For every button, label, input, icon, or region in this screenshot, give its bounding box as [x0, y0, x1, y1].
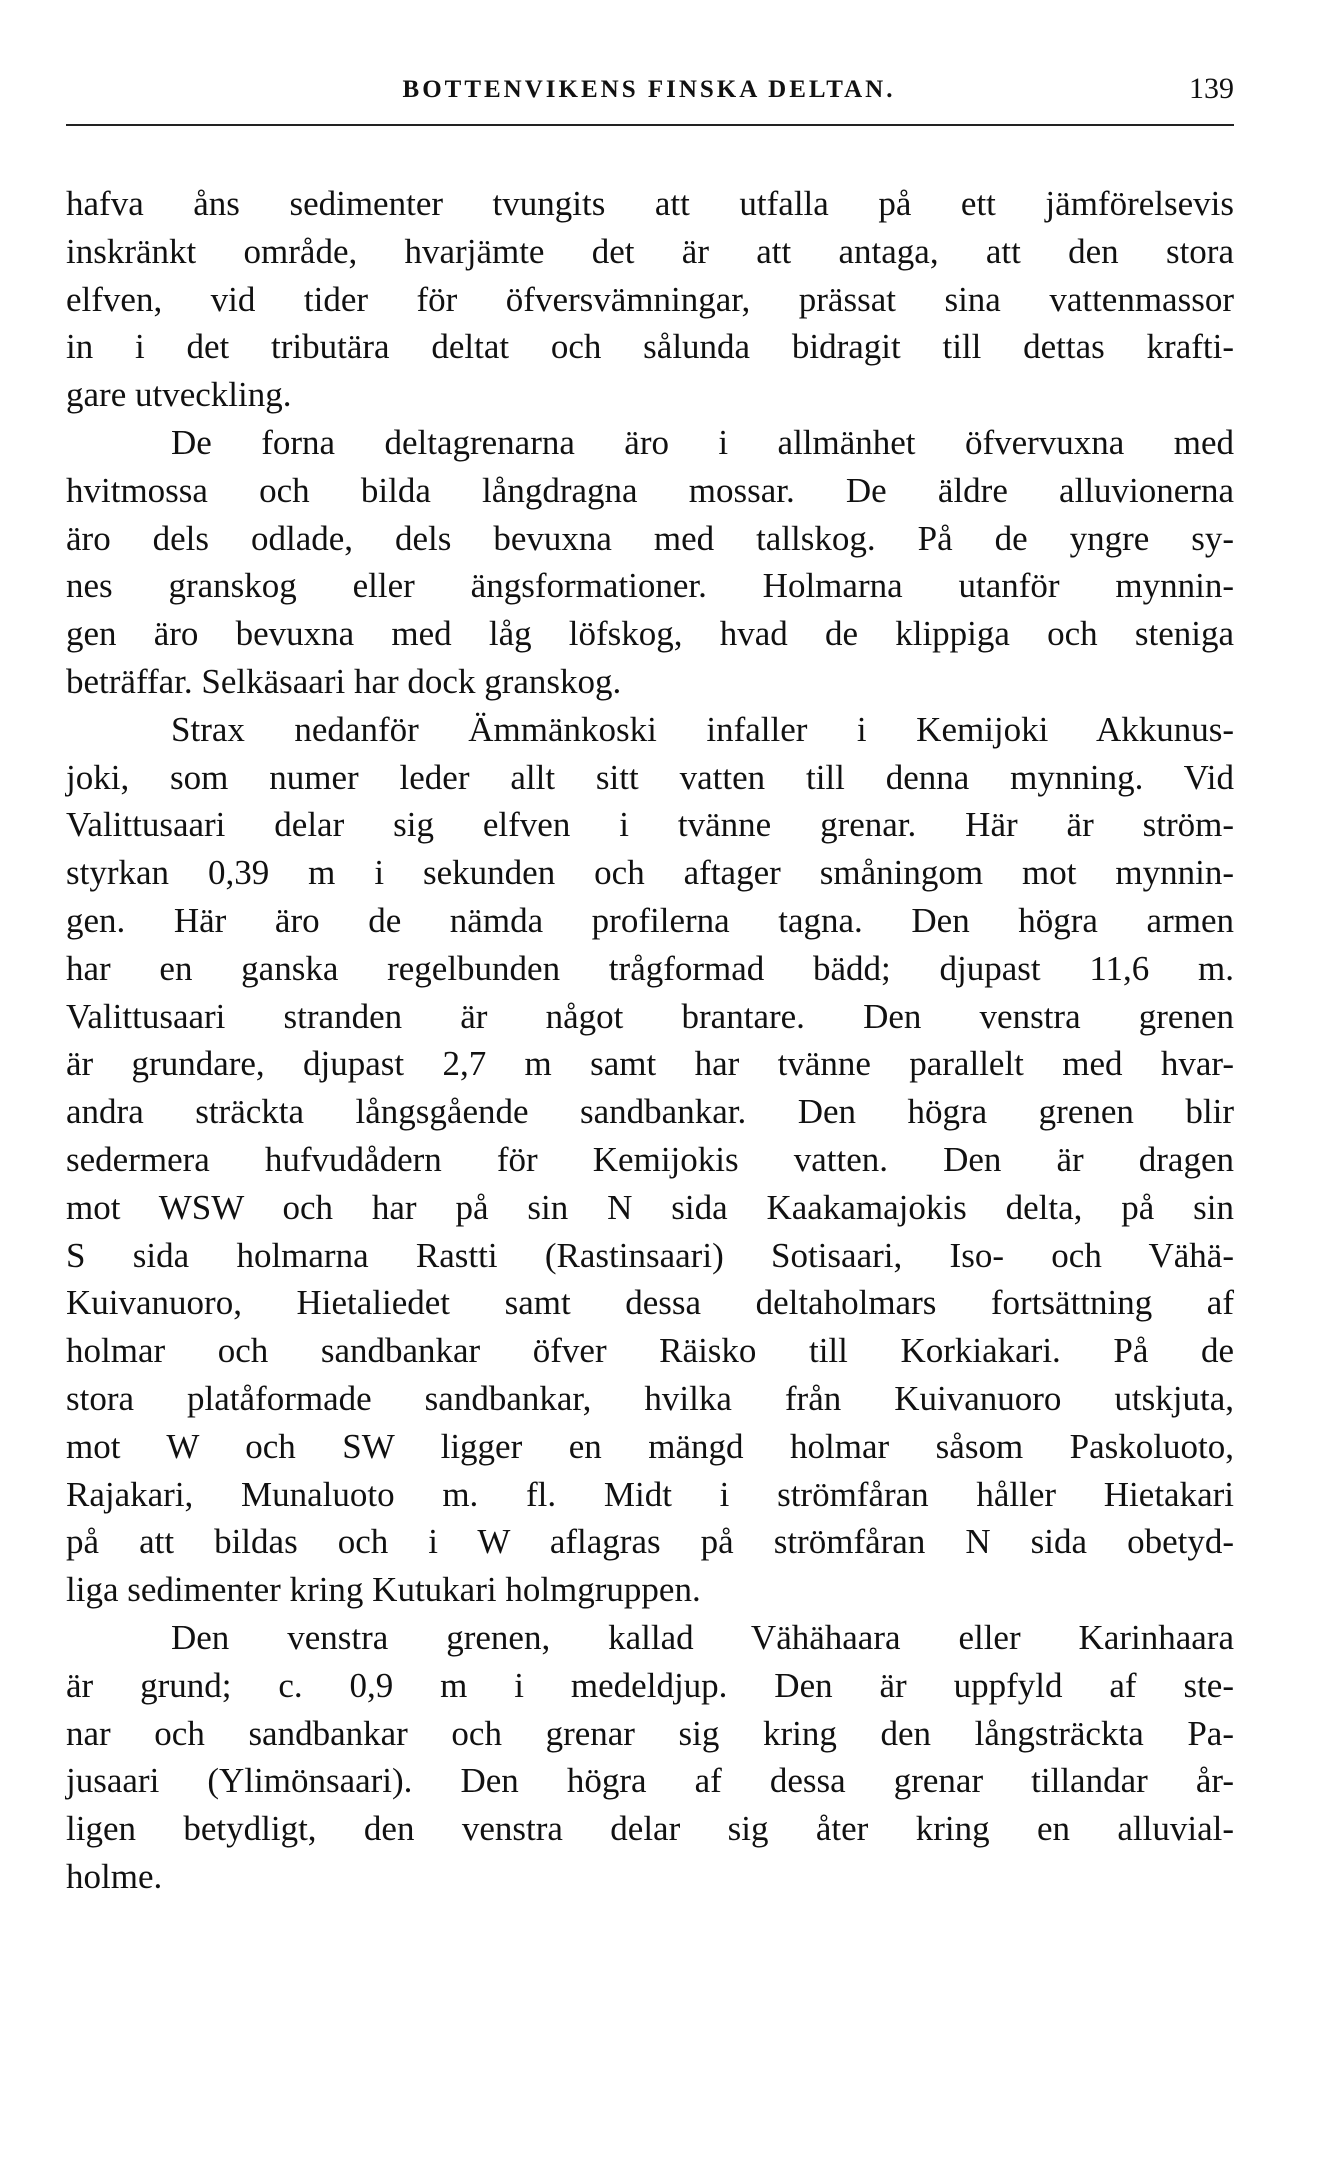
text-line: hvitmossa och bilda långdragna mossar. De äldre alluvionerna [66, 470, 1234, 510]
running-title: BOTTENVIKENS FINSKA DELTAN. [402, 76, 896, 103]
text-line: Den venstra grenen, kallad Vähähaara eller Karinhaara [171, 1617, 1234, 1657]
text-line: Rajakari, Munaluoto m. fl. Midt i strömfåran håller Hietakari [66, 1474, 1234, 1514]
text-line: gen äro bevuxna med låg löfskog, hvad de klippiga och steniga [66, 614, 1234, 654]
text-line: är grund; c. 0,9 m i medeldjup. Den är uppfyld af ste- [66, 1665, 1234, 1705]
text-line: sedermera hufvudådern för Kemijokis vatten. Den är dragen [66, 1139, 1234, 1179]
text-line: andra sträckta långsgående sandbankar. Den högra grenen blir [66, 1092, 1234, 1132]
text-line: holmar och sandbankar öfver Räisko till Korkiakari. På de [66, 1331, 1234, 1371]
text-line: S sida holmarna Rastti (Rastinsaari) Sotisaari, Iso- och Vähä- [66, 1235, 1234, 1275]
text-line: ligen betydligt, den venstra delar sig åter kring en alluvial- [66, 1809, 1234, 1849]
text-line: nes granskog eller ängsformationer. Holmarna utanför mynnin- [66, 566, 1234, 606]
header-rule [66, 124, 1234, 126]
text-line: holme. [66, 1856, 163, 1896]
running-head [64, 70, 1234, 120]
text-line: hafva åns sedimenter tvungits att utfalla på ett jämförelsevis [66, 184, 1234, 223]
page-number: 139 [1189, 72, 1234, 105]
text-line: stora platåformade sandbankar, hvilka från Kuivanuoro utskjuta, [66, 1378, 1234, 1418]
text-line: liga sedimenter kring Kutukari holmgruppen. [66, 1570, 701, 1610]
text-line: äro dels odlade, dels bevuxna med tallskog. På de yngre sy- [66, 518, 1234, 558]
text-line: jusaari (Ylimönsaari). Den högra af dessa grenar tillandar år- [66, 1761, 1234, 1801]
text-line: nar och sandbankar och grenar sig kring den långsträckta Pa- [66, 1713, 1234, 1753]
text-line: in i det tributära deltat och sålunda bidragit till dettas krafti- [66, 327, 1234, 367]
text-line: Valittusaari stranden är något brantare. Den venstra grenen [66, 996, 1234, 1036]
text-line: är grundare, djupast 2,7 m samt har tvänne parallelt med hvar- [66, 1044, 1234, 1084]
text-line: har en ganska regelbunden trågformad bädd; djupast 11,6 m. [66, 948, 1234, 988]
text-line: Kuivanuoro, Hietaliedet samt dessa deltaholmars fortsättning af [66, 1283, 1234, 1323]
text-line: styrkan 0,39 m i sekunden och aftager småningom mot mynnin- [66, 853, 1234, 893]
body-text [66, 180, 1234, 1901]
text-line: Valittusaari delar sig elfven i tvänne grenar. Här är ström- [66, 805, 1234, 845]
text-line: mot WSW och har på sin N sida Kaakamajokis delta, på sin [66, 1187, 1234, 1227]
text-line: gare utveckling. [66, 375, 292, 415]
text-line: Strax nedanför Ämmänkoski infaller i Kemijoki Akkunus- [171, 709, 1234, 749]
text-line: inskränkt område, hvarjämte det är att antaga, att den stora [66, 231, 1234, 271]
text-line: beträffar. Selkäsaari har dock granskog. [66, 661, 622, 701]
text-line: gen. Här äro de nämda profilerna tagna. Den högra armen [66, 900, 1234, 940]
text-line: mot W och SW ligger en mängd holmar såsom Paskoluoto, [66, 1426, 1234, 1466]
text-line: De forna deltagrenarna äro i allmänhet öfvervuxna med [171, 422, 1234, 462]
text-line: elfven, vid tider för öfversvämningar, prässat sina vattenmassor [66, 279, 1234, 319]
text-line: joki, som numer leder allt sitt vatten till denna mynning. Vid [66, 757, 1234, 797]
text-line: på att bildas och i W aflagras på strömfåran N sida obetyd- [66, 1522, 1234, 1562]
